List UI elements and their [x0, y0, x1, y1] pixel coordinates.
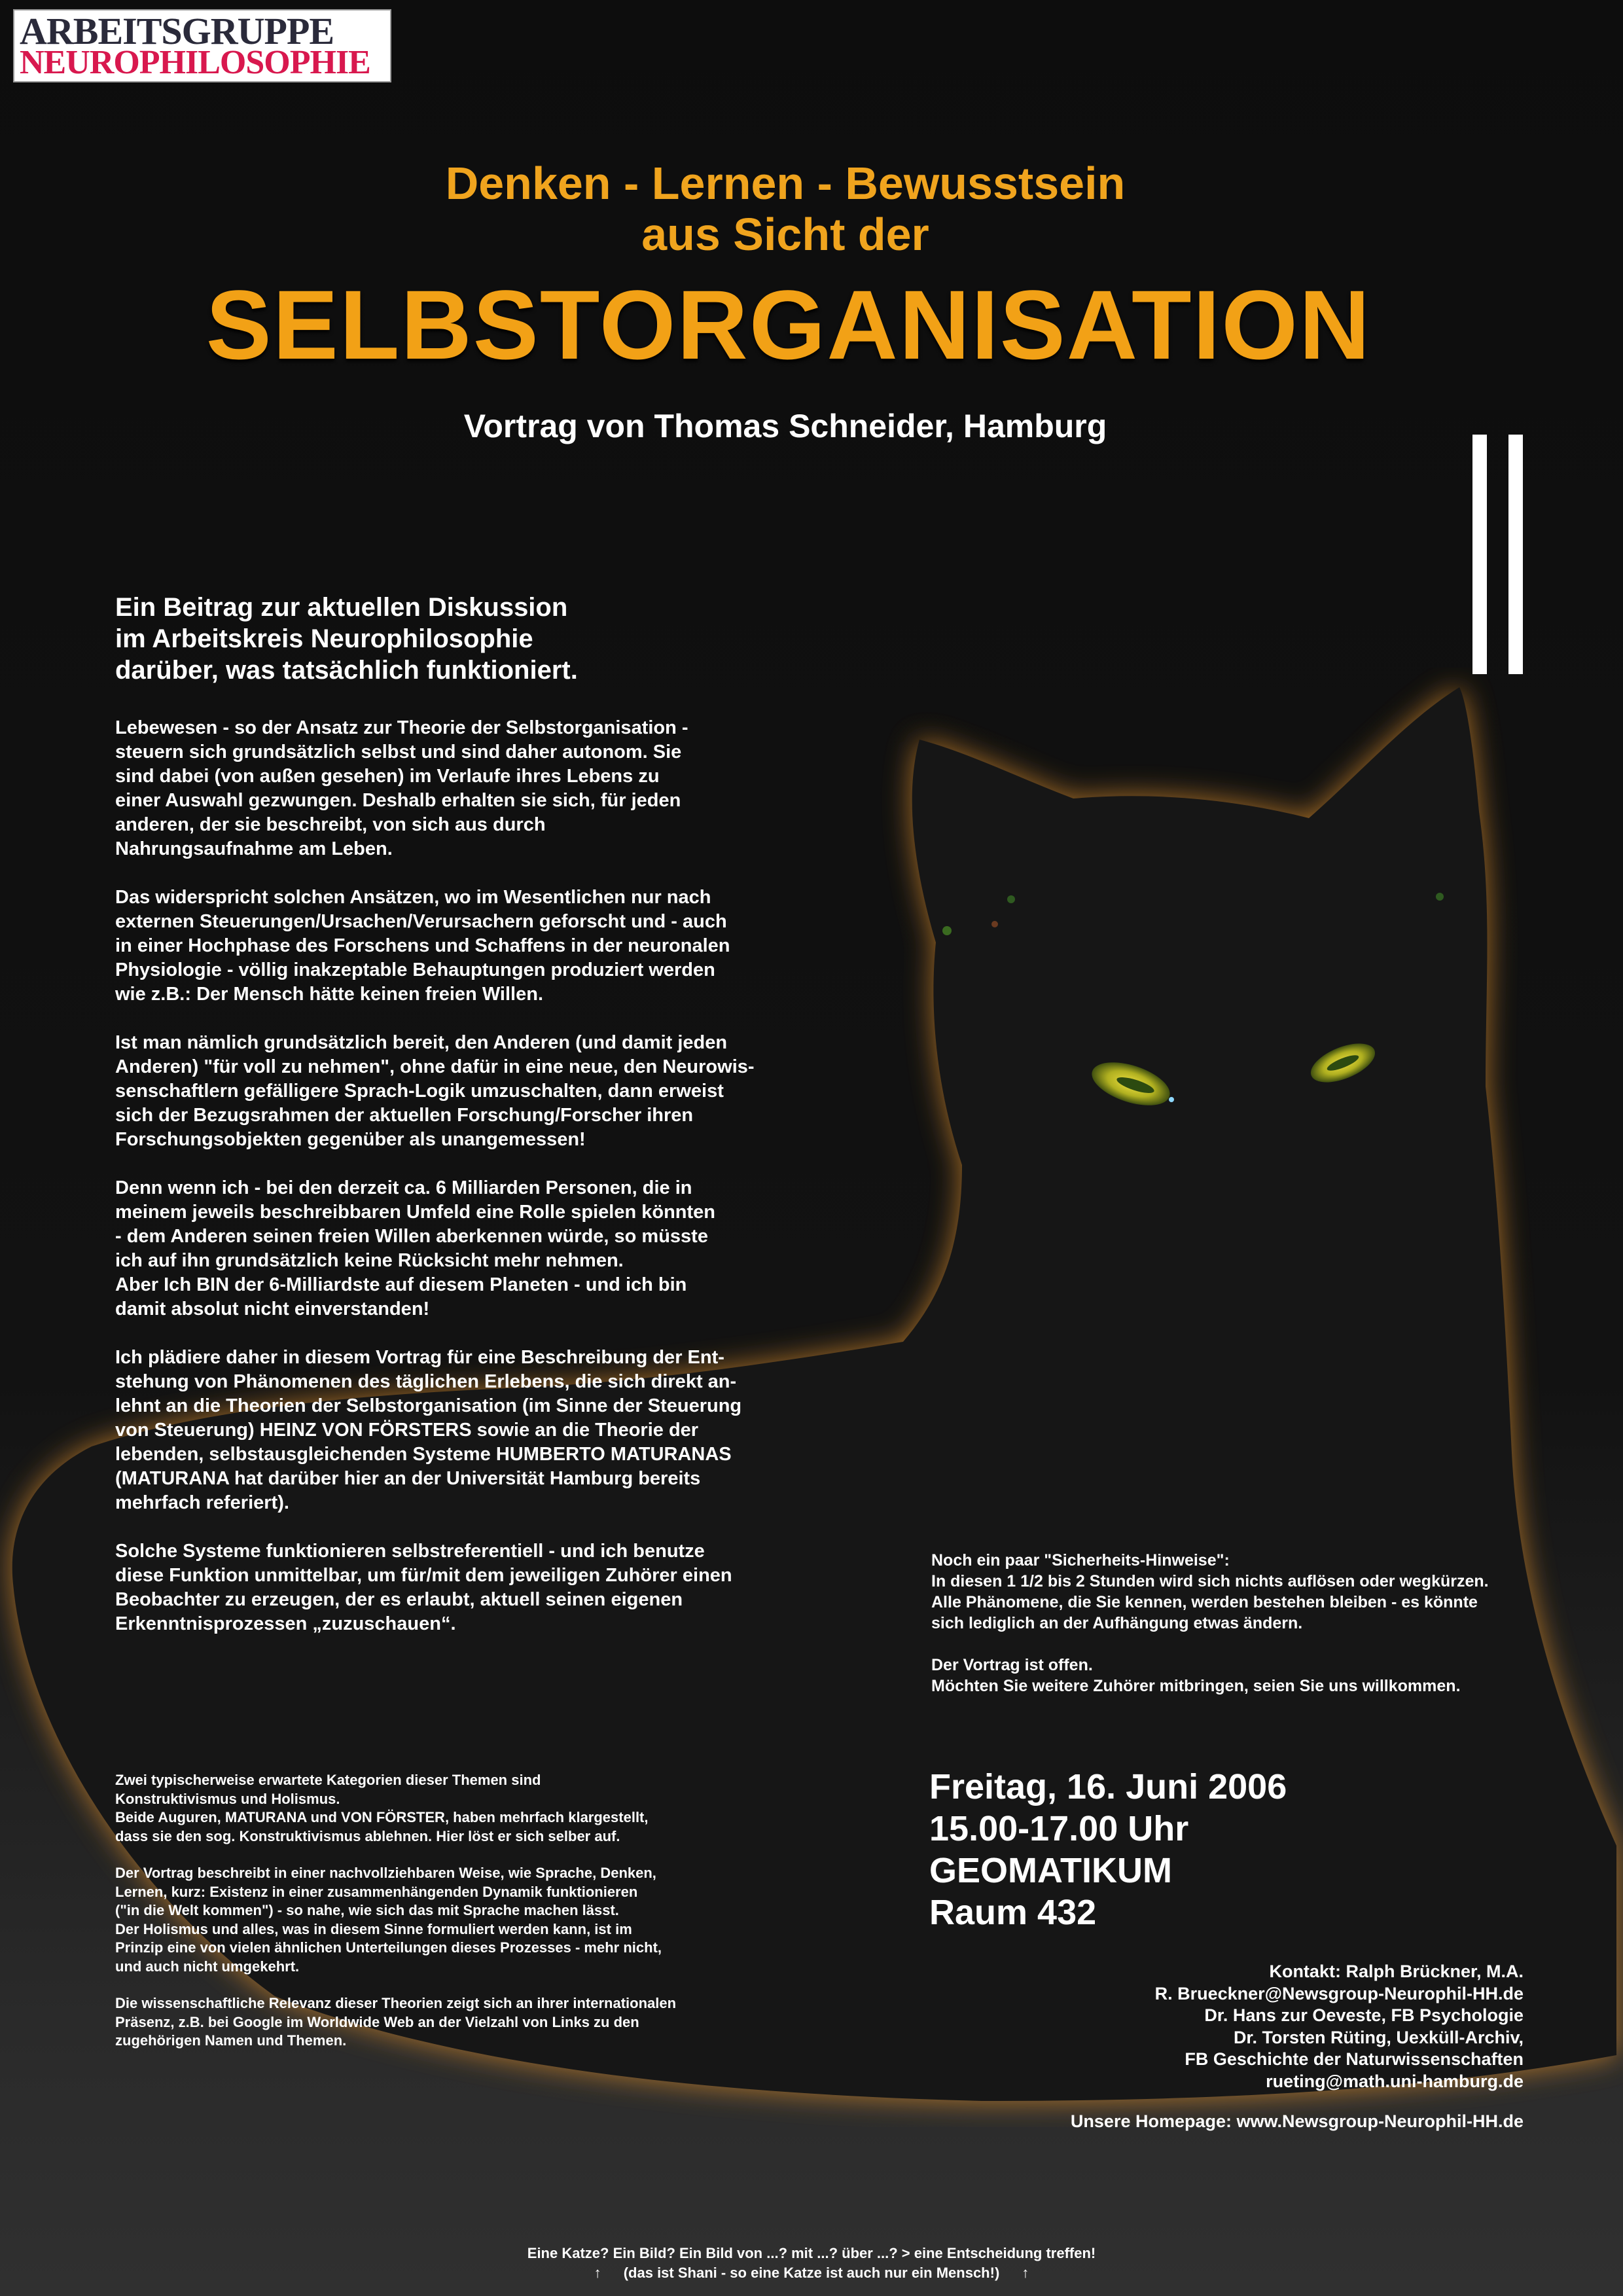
small-paragraph: Der Vortrag beschreibt in einer nachvollziehbaren Weise, wie Sprache, Denken, Lernen, kurz: Existenz in einer zusammenhängenden Dynamik funktionieren ("in die Welt kommen") - so nahe, wie sich das mit Sprache machen lässt. Der Holismus und alles, was in diesem Sinne formuliert werden kann, ist im Prinzip eine von vielen ähnlichen Unterteilungen dieses Prozesses - mehr nicht, und auch nicht umgekehrt.	[115, 1865, 662, 1975]
body-paragraph: Solche Systeme funktionieren selbstreferentiell - und ich benutze diese Funktion unmittelbar, um für/mit dem jeweiligen Zuhörer einen Beobachter zu erzeugen, der es erlaubt, aktuell seinen eigenen Erkenntnisprozessen „zuzuschauen“.	[115, 1541, 732, 1634]
cat-fur-speck	[942, 926, 952, 935]
logo-line-1: ARBEITSGRUPPE	[20, 10, 334, 52]
body-paragraph: Ist man nämlich grundsätzlich bereit, den Anderen (und damit jeden Anderen) "für voll zu nehmen", ohne dafür in eine neue, den Neurowis- senschaftlern gefälligere Sprach-Logik umzuschalten, dann erweist sich der Bezugsrahmen der aktuellen Forschung/Forscher ihren Forschungsobjekten gegenüber als unangemessen!	[115, 1032, 755, 1150]
event-place: GEOMATIKUM	[929, 1851, 1172, 1890]
lead-line-2: im Arbeitskreis Neurophilosophie	[115, 624, 533, 653]
small-print	[115, 1771, 802, 2069]
small-paragraph: Zwei typischerweise erwartete Kategorien dieser Themen sind Konstruktivismus und Holismus. Beide Auguren, MATURANA und VON FÖRSTER, haben mehrfach klargestellt, dass sie den sog. Konstruktivismus ablehnen. Hier löst er sich selber auf.	[115, 1772, 649, 1844]
cat-eye-highlight	[1169, 1097, 1174, 1102]
event-time: 15.00-17.00 Uhr	[929, 1809, 1189, 1848]
footer-caption-text: (das ist Shani - so eine Katze ist auch nur ein Mensch!)	[623, 2265, 1000, 2281]
cat-fur-speck	[1007, 895, 1015, 903]
event-date: Freitag, 16. Juni 2006	[929, 1767, 1287, 1806]
cat-fur-speck	[991, 921, 998, 927]
homepage-link[interactable]: Unsere Homepage: www.Newsgroup-Neurophil-HH.de	[1070, 2111, 1524, 2131]
body-paragraph: Lebewesen - so der Ansatz zur Theorie der Selbstorganisation - steuern sich grundsätzlich selbst und sind daher autonom. Sie sind dabei (von außen gesehen) im Verlaufe ihres Lebens zu einer Auswahl gezwungen. Deshalb erhalten sie sich, für jeden anderen, der sie beschreibt, von sich aus durch Nahrungsaufnahme am Leben.	[115, 717, 688, 859]
up-arrow-icon: ↑	[1022, 2265, 1029, 2281]
pause-bar-left	[1472, 435, 1487, 674]
speaker-line: Vortrag von Thomas Schneider, Hamburg	[463, 408, 1107, 444]
event-room: Raum 432	[929, 1893, 1097, 1932]
contact-line: Dr. Torsten Rüting, Uexküll-Archiv,	[1233, 2027, 1524, 2047]
lead-line-1: Ein Beitrag zur aktuellen Diskussion	[115, 593, 568, 622]
contact-line: Dr. Hans zur Oeveste, FB Psychologie	[1204, 2005, 1524, 2025]
safety-paragraph: Der Vortrag ist offen. Möchten Sie weitere Zuhörer mitbringen, seien Sie uns willkommen.	[931, 1656, 1461, 1695]
contact-email[interactable]: R. Brueckner@Newsgroup-Neurophil-HH.de	[1154, 1983, 1524, 2003]
body-paragraph: Ich plädiere daher in diesem Vortrag für eine Beschreibung der Ent- stehung von Phänomenen des täglichen Erlebens, die sich direkt an- lehnt an die Theorien der Selbstorganisation (im Sinne der Steuerung von Steuerung) HEINZ VON FÖRSTERS sowie an die Theorie der lebenden, selbstausgleichenden Systeme HUMBERTO MATURANAS (MATURANA hat darüber hier an der Universität Hamburg bereits mehrfach referiert).	[115, 1347, 742, 1513]
body-paragraph: Denn wenn ich - bei den derzeit ca. 6 Milliarden Personen, die in meinem jeweils beschreibbaren Umfeld eine Rolle spielen könnten - dem Anderen seinen freien Willen aberkennen würde, so müsste ich auf ihn grundsätzlich keine Rücksicht mehr nehmen. Aber Ich BIN der 6-Milliardste auf diesem Planeten - und ich bin damit absolut nicht einverstanden!	[115, 1177, 715, 1319]
body-paragraph: Das widerspricht solchen Ansätzen, wo im Wesentlichen nur nach externen Steuerungen/Ursachen/Verursachern geforscht und - auch in einer Hochphase des Forschens und Schaffens in der neuronalen Physiologie - völlig inakzeptable Behauptungen produziert werden wie z.B.: Der Mensch hätte keinen freien Willen.	[115, 887, 730, 1005]
footer-caption	[0, 2265, 1623, 2282]
contact-line: Kontakt: Ralph Brückner, M.A.	[1269, 1962, 1524, 1981]
safety-notes	[931, 1550, 1586, 1717]
contact-email[interactable]: rueting@math.uni-hamburg.de	[1266, 2071, 1524, 2091]
up-arrow-icon: ↑	[594, 2265, 601, 2281]
group-logo	[13, 9, 391, 82]
lead-line-3: darüber, was tatsächlich funktioniert.	[115, 656, 578, 685]
logo-line-2: NEUROPHILOSOPHIE	[20, 44, 370, 81]
event-details	[929, 1766, 1287, 1933]
main-title: SELBSTORGANISATION	[205, 270, 1372, 380]
small-paragraph: Die wissenschaftliche Relevanz dieser Theorien zeigt sich an ihrer internationalen Präsenz, z.B. bei Google im Worldwide Web an der Vielzahl von Links zu den zugehörigen Namen und Themen.	[115, 1995, 677, 2049]
contact-block	[935, 1961, 1524, 2092]
lead-heading	[115, 592, 770, 686]
pause-bar-right	[1508, 435, 1523, 674]
footer-question: Eine Katze? Ein Bild? Ein Bild von ...? mit ...? über ...? > eine Entscheidung treffen!	[527, 2245, 1096, 2261]
safety-paragraph: Noch ein paar "Sicherheits-Hinweise": In diesen 1 1/2 bis 2 Stunden wird sich nichts auflösen oder wegkürzen. Alle Phänomene, die Sie kennen, werden bestehen bleiben - es könnte sich lediglich an der Aufhängung etwas ändern.	[931, 1551, 1489, 1632]
contact-line: FB Geschichte der Naturwissenschaften	[1185, 2049, 1524, 2069]
cat-fur-speck	[1436, 893, 1444, 901]
title-line-1: Denken - Lernen - Bewusstsein	[445, 158, 1126, 209]
body-text	[115, 716, 809, 1660]
title-line-2: aus Sicht der	[641, 209, 929, 260]
